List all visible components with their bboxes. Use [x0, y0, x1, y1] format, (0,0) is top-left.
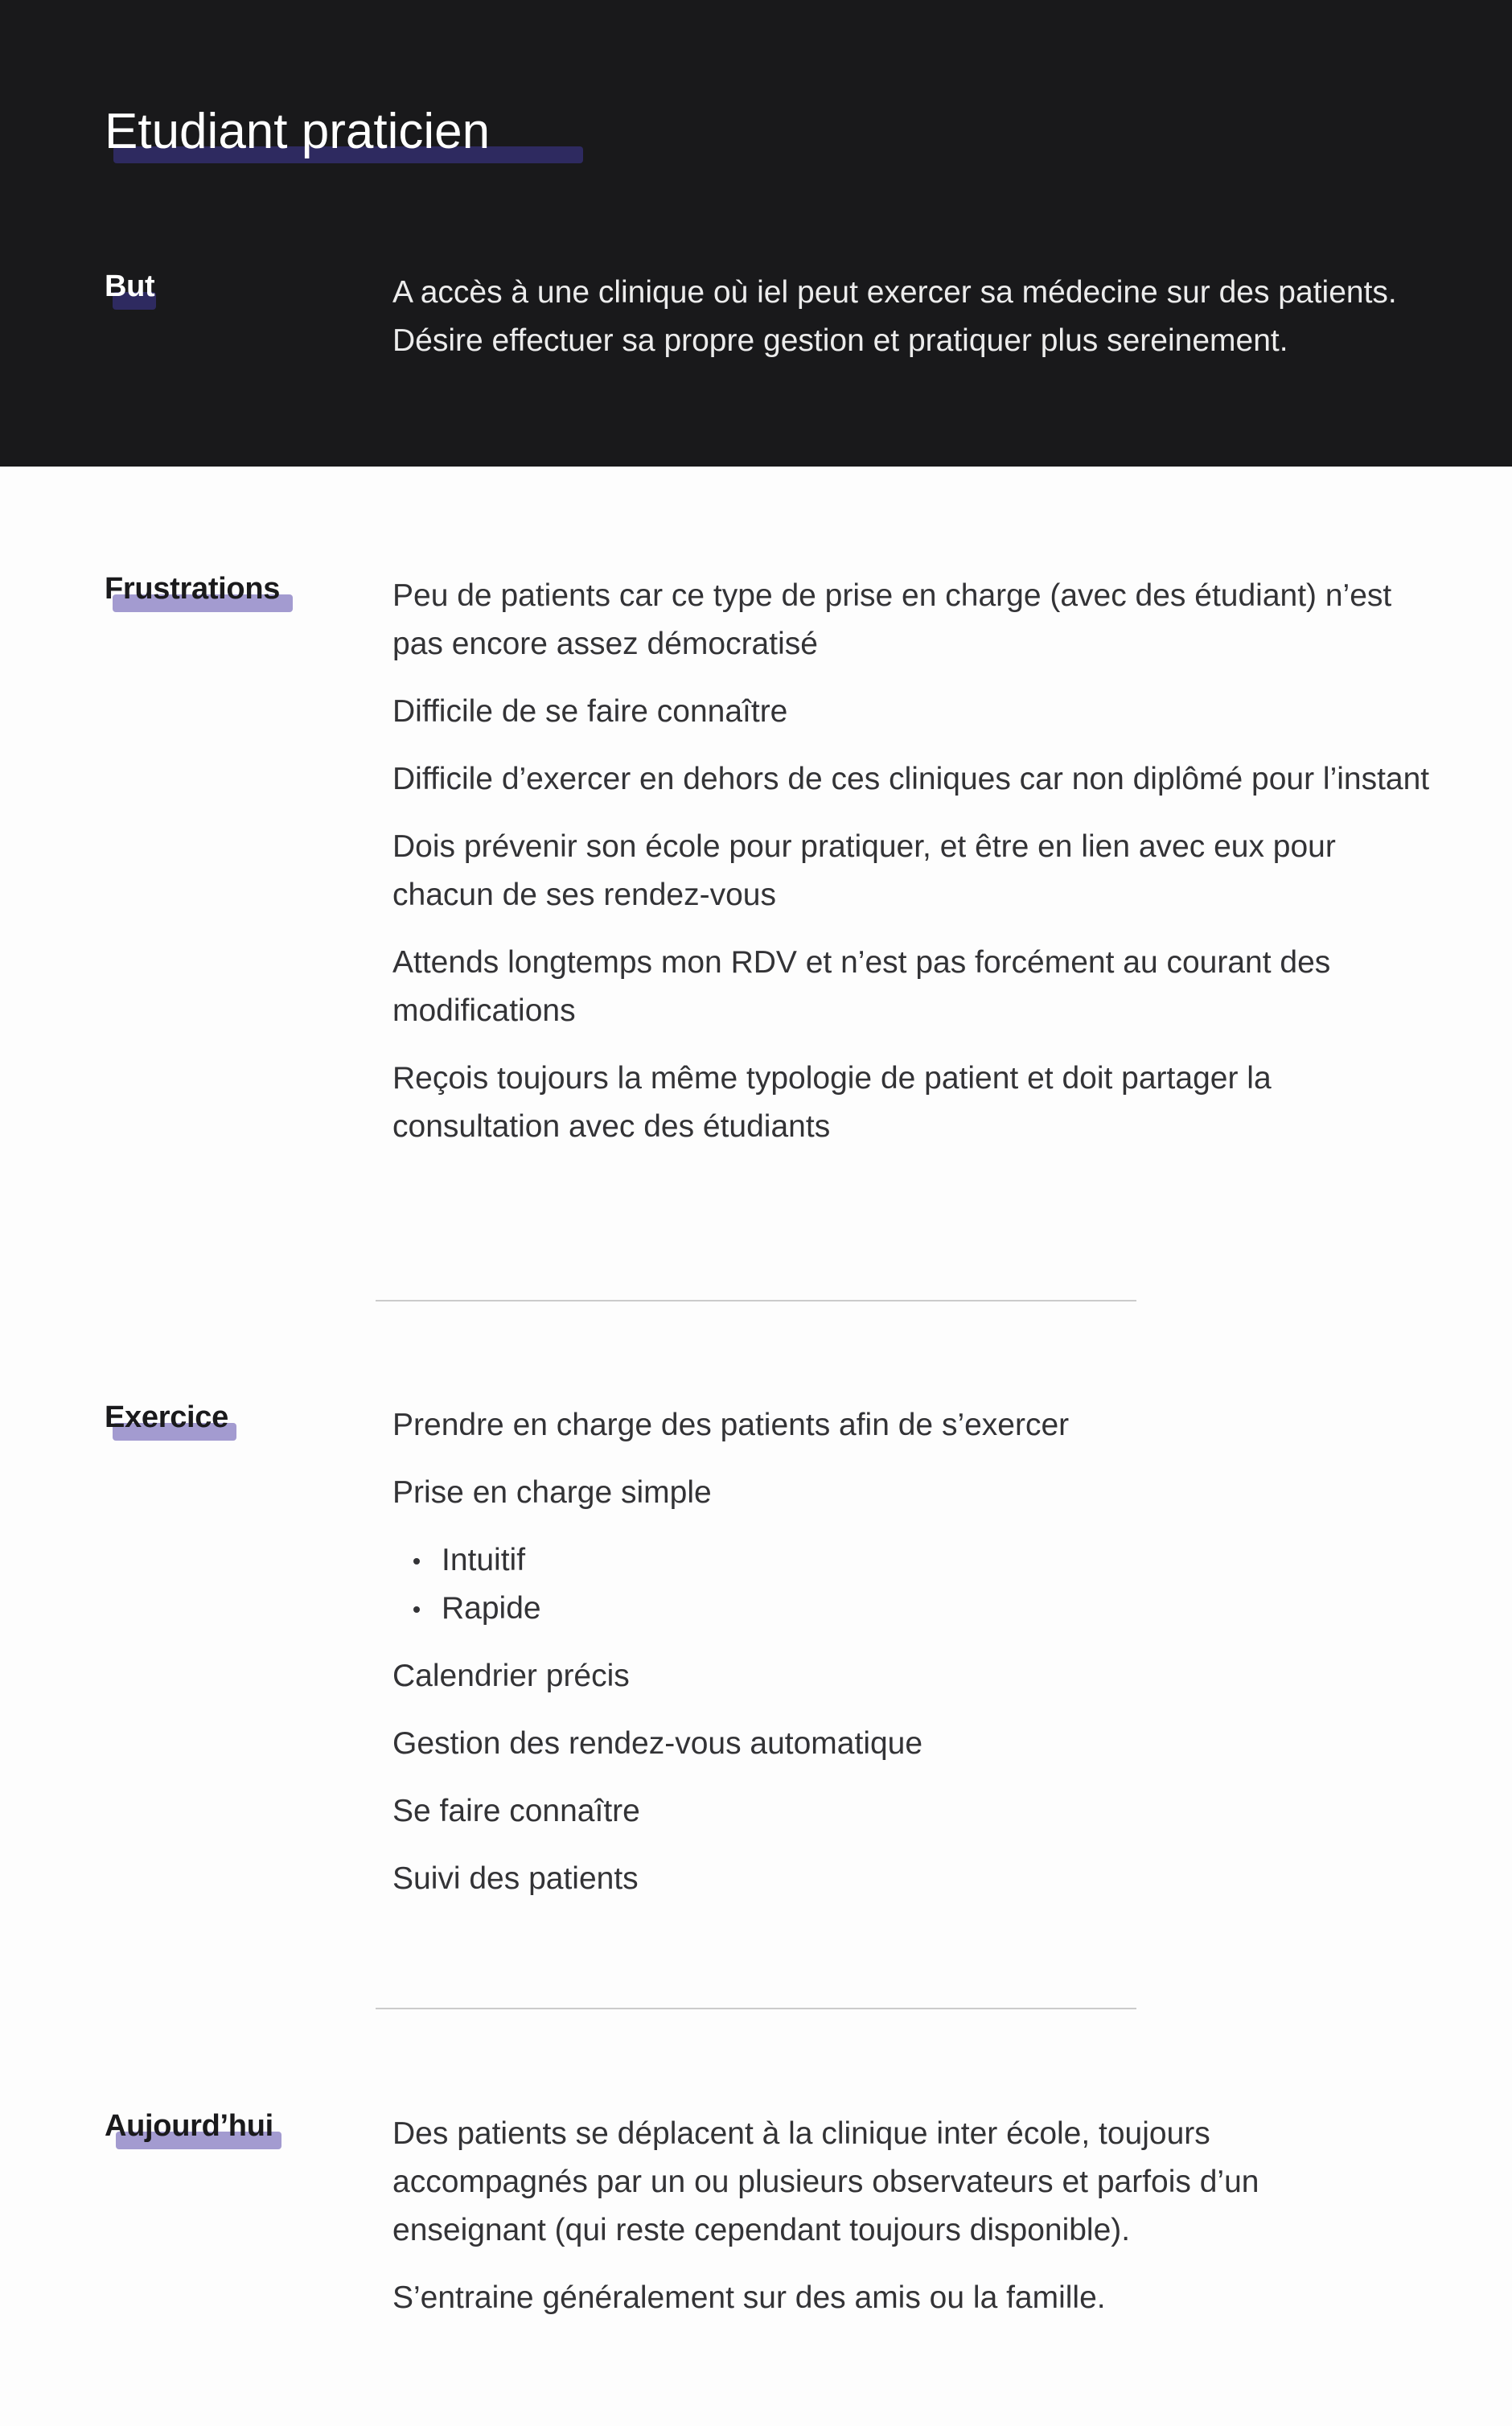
sub-list	[392, 1536, 1438, 1633]
bullet-icon	[413, 1606, 420, 1613]
but-line: A accès à une clinique où iel peut exercer sa médecine sur des patients.	[392, 275, 1397, 310]
section-label-text: Exercice	[105, 1400, 228, 1434]
section-label-text: Aujourd’hui	[105, 2109, 273, 2143]
sub-list-item	[392, 1536, 1438, 1585]
list-item: Attends longtemps mon RDV et n’est pas forcément au courant des modifications	[392, 945, 1331, 1028]
list-item: Peu de patients car ce type de prise en charge (avec des étudiant) n’est pas encore assez démocratisé	[392, 578, 1392, 661]
bullet-icon	[413, 1558, 420, 1565]
list-item: Gestion des rendez-vous automatique	[392, 1726, 923, 1761]
list-item: Difficile d’exercer en dehors de ces cliniques car non diplômé pour l’instant	[392, 762, 1430, 796]
page-title-text: Etudiant praticien	[105, 104, 491, 159]
persona-header	[0, 0, 1512, 467]
sub-list-item	[392, 1585, 1438, 1633]
section-label-aujourdhui	[105, 2106, 273, 2146]
section-divider	[376, 2008, 1136, 2009]
but-line: Désire effectuer sa propre gestion et pratiquer plus sereinement.	[392, 323, 1288, 358]
list-item: Difficile de se faire connaître	[392, 694, 788, 729]
sub-list-item-text: Intuitif	[442, 1543, 526, 1577]
sub-list-item-text: Rapide	[442, 1591, 541, 1626]
section-label-text: Frustrations	[105, 572, 281, 606]
list-item: Prise en charge simple	[392, 1475, 712, 1510]
list-item: S’entraine généralement sur des amis ou la famille.	[392, 2280, 1106, 2315]
list-item: Des patients se déplacent à la clinique inter école, toujours accompagnés par un ou plusieurs observateurs et parfois d’un enseignant (qui reste cependant toujours disponible).	[392, 2116, 1259, 2247]
section-label-text: But	[105, 269, 155, 303]
but-text	[392, 269, 1438, 365]
list-item: Prendre en charge des patients afin de s’exercer	[392, 1408, 1070, 1442]
section-label-exercice	[105, 1397, 228, 1437]
section-divider	[376, 1300, 1136, 1301]
frustrations-list	[392, 572, 1430, 1151]
list-item: Suivi des patients	[392, 1861, 639, 1896]
list-item: Calendrier précis	[392, 1659, 630, 1693]
section-label-frustrations	[105, 569, 280, 609]
list-item: Reçois toujours la même typologie de patient et doit partager la consultation avec des étudiants	[392, 1061, 1272, 1144]
page-title	[105, 101, 490, 162]
list-item: Dois prévenir son école pour pratiquer, et être en lien avec eux pour chacun de ses rendez-vous	[392, 829, 1336, 912]
list-item: Se faire connaître	[392, 1794, 640, 1828]
exercice-list	[392, 1401, 1438, 1903]
aujourdhui-text	[392, 2110, 1325, 2322]
section-label-but	[105, 266, 154, 306]
